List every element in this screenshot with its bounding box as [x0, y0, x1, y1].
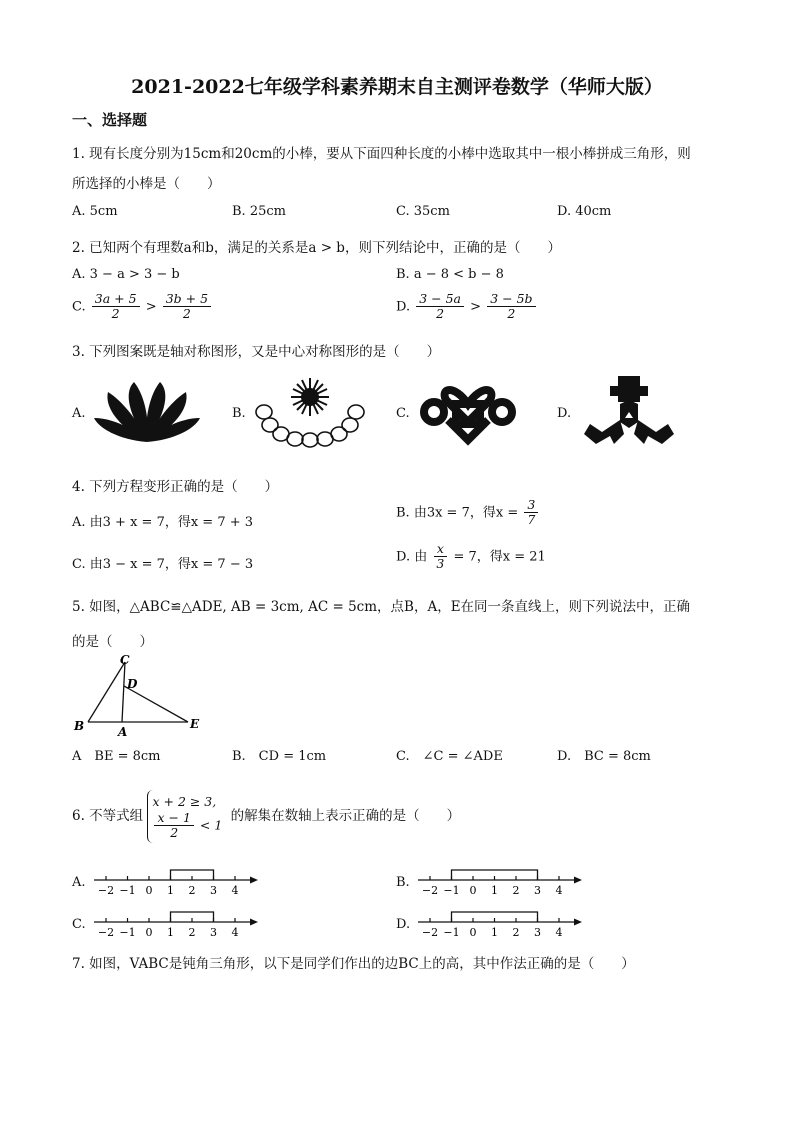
q4-stem: 4. 下列方程变形正确的是（ ）	[72, 479, 279, 495]
q5-stem-line2: 的是（ ）	[72, 634, 153, 650]
tick-label: 0	[469, 884, 477, 897]
q6-number-line-b	[416, 860, 586, 898]
q5-option-c: C. ∠C = ∠ADE	[396, 749, 503, 764]
q5-triangle-figure	[72, 652, 207, 738]
q2-option-d: D. $\frac{3 - 5a}{2}$ > $\frac{3 - 5b}{2}$	[396, 292, 538, 322]
q1-option-d: D. 40cm	[557, 204, 612, 219]
tick-label: 3	[210, 926, 217, 939]
tick-label: −1	[119, 884, 136, 897]
q4-option-a: A. 由3 + x = 7，得x = 7 + 3	[72, 515, 254, 530]
tick-label: 1	[491, 884, 498, 897]
q3-option-c: C.	[396, 406, 410, 421]
line-bc	[88, 662, 125, 722]
q3-option-d: D.	[557, 406, 572, 421]
tick-label: −1	[119, 926, 136, 939]
tick-label: 2	[188, 884, 196, 897]
line-de	[124, 686, 188, 722]
q6-option-a: A.	[72, 875, 86, 890]
q2-option-c: C. $\frac{3a + 5}{2}$ > $\frac{3b + 5}{2}$	[72, 292, 213, 322]
q6-stem: 6. 不等式组 x + 2 ≥ 3, $\frac{x - 1}{2}$ < 1 的解集在数轴上表示正确的是（ ）	[72, 790, 460, 843]
q1-stem-line2: 所选择的小棒是（ ）	[72, 176, 221, 192]
q7-stem: 7. 如图，VABC是钝角三角形，以下是同学们作出的边BC上的高，其中作法正确的是（ ）	[72, 956, 635, 972]
axis-arrow	[250, 877, 258, 884]
q3-option-a: A.	[72, 406, 86, 421]
tick-label: 4	[231, 926, 239, 939]
q5-option-b: B. CD = 1cm	[232, 749, 327, 764]
tick-label: 3	[534, 926, 541, 939]
page-title: 2021-2022七年级学科素养期末自主测评卷数学（华师大版）	[131, 76, 663, 98]
tick-label: 0	[145, 926, 153, 939]
tick-label: −2	[97, 884, 115, 897]
tick-label: −2	[421, 884, 439, 897]
tick-label: 3	[534, 884, 541, 897]
axis-arrow	[574, 877, 582, 884]
q6-number-line-a	[92, 860, 262, 898]
tick-label: 1	[491, 926, 498, 939]
inequality-system: x + 2 ≥ 3, $\frac{x - 1}{2}$ < 1	[147, 790, 226, 843]
q3-figure-d-three-arms	[580, 374, 678, 458]
q3-option-b: B.	[232, 406, 246, 421]
tick-label: 0	[469, 926, 477, 939]
q4-option-c: C. 由3 − x = 7，得x = 7 − 3	[72, 557, 254, 572]
label-d: D	[127, 677, 138, 691]
q5-stem-line1: 5. 如图，△ABC≌△ADE, AB = 3cm, AC = 5cm，点B，A，E在同一条直线上，则下列说法中，正确	[72, 599, 691, 615]
q3-figure-b-sun-rings	[252, 372, 368, 452]
axis-arrow	[250, 919, 258, 926]
section-heading: 一、选择题	[72, 111, 148, 129]
q6-option-c: C.	[72, 917, 86, 932]
label-c: C	[120, 653, 130, 667]
q6-option-b: B.	[396, 875, 410, 890]
tick-label: 0	[145, 884, 153, 897]
q2-option-b: B. a − 8 < b − 8	[396, 267, 504, 282]
tick-label: 2	[188, 926, 196, 939]
line-ca	[122, 662, 125, 722]
axis-arrow	[574, 919, 582, 926]
q5-option-a: A BE = 8cm	[72, 749, 161, 764]
tick-label: 2	[512, 884, 520, 897]
q6-number-line-d	[416, 902, 586, 940]
q3-figure-a-fan	[92, 374, 202, 444]
tick-label: −2	[97, 926, 115, 939]
q2-option-a: A. 3 − a > 3 − b	[72, 267, 180, 282]
tick-label: −1	[443, 926, 460, 939]
tick-label: 4	[555, 926, 563, 939]
q1-stem-line1: 1. 现有长度分别为15cm和20cm的小棒，要从下面四种长度的小棒中选取其中一根小棒拼成三角形，则	[72, 146, 691, 162]
tick-label: 4	[555, 884, 563, 897]
q2-stem: 2. 已知两个有理数a和b，满足的关系是a > b，则下列结论中，正确的是（ ）	[72, 240, 561, 256]
q3-stem: 3. 下列图案既是轴对称图形，又是中心对称图形的是（ ）	[72, 344, 441, 360]
tick-label: −2	[421, 926, 439, 939]
q1-option-b: B. 25cm	[232, 204, 286, 219]
tick-label: 1	[167, 884, 174, 897]
tick-label: 4	[231, 884, 239, 897]
q1-option-a: A. 5cm	[72, 204, 118, 219]
q3-figure-c-knot	[416, 374, 520, 450]
q5-option-d: D. BC = 8cm	[557, 749, 651, 764]
q4-option-d: D. 由 $\frac{x}{3}$ = 7，得x = 21	[396, 541, 546, 572]
label-a: A	[118, 725, 128, 738]
q6-option-d: D.	[396, 917, 411, 932]
tick-label: 3	[210, 884, 217, 897]
q6-number-line-c	[92, 902, 262, 940]
label-b: B	[74, 719, 85, 733]
q1-option-c: C. 35cm	[396, 204, 450, 219]
tick-label: 1	[167, 926, 174, 939]
label-e: E	[190, 717, 200, 731]
tick-label: −1	[443, 884, 460, 897]
q4-option-b: B. 由3x = 7，得x = $\frac{3}{7}$	[396, 498, 540, 528]
tick-label: 2	[512, 926, 520, 939]
